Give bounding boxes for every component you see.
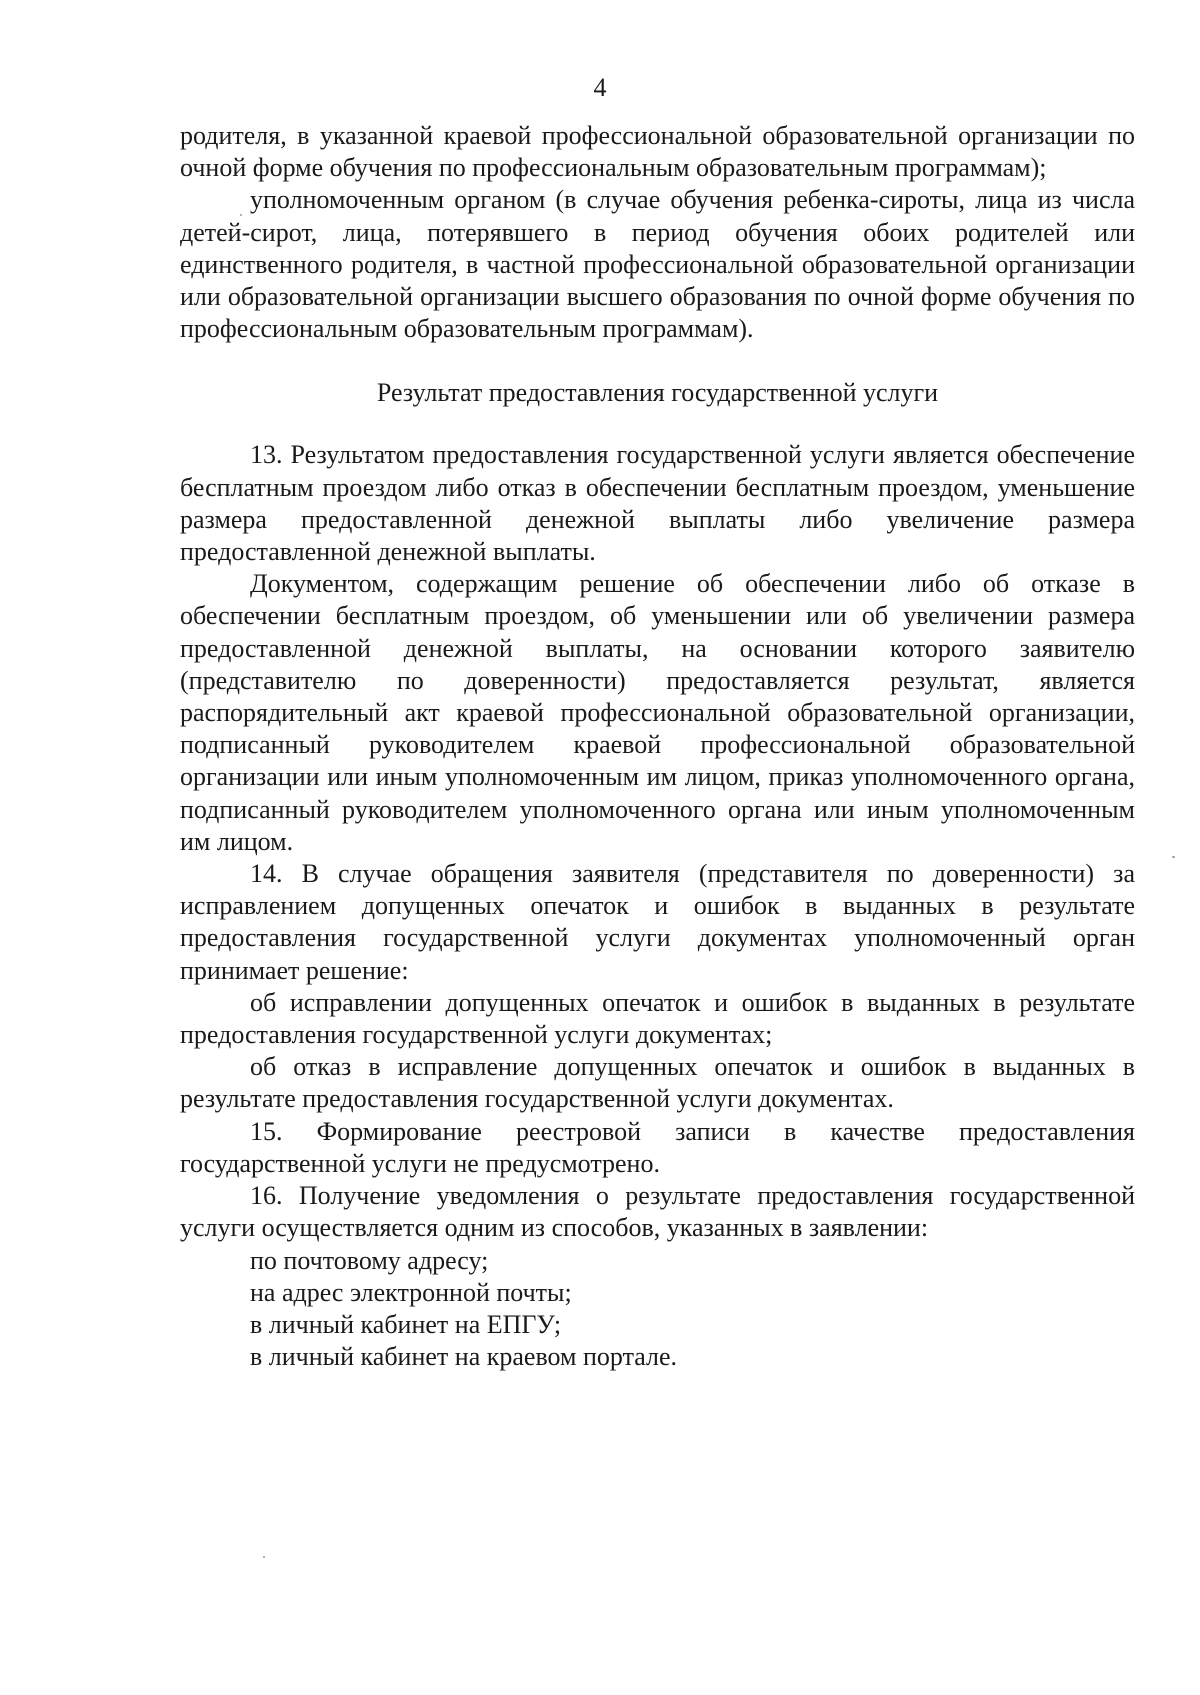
document-body xyxy=(180,120,1135,1373)
paragraph-correction-refusal: об отказ в исправление допущенных опечаток и ошибок в выданных в результате предоставления государственной услуги документах. xyxy=(180,1052,1135,1114)
paragraph-continuation: родителя, в указанной краевой профессиональной образовательной организации по очной форме обучения по профессиональным образовательным программам); xyxy=(180,121,1135,183)
scan-speck xyxy=(1172,856,1175,858)
section-heading: Результат предоставления государственной услуги xyxy=(376,378,939,408)
paragraph-15: 15. Формирование реестровой записи в качестве предоставления государственной услуги не предусмотрено. xyxy=(180,1116,1135,1178)
paragraph-13: 13. Результатом предоставления государственной услуги является обеспечение бесплатным проездом либо отказ в обеспечении бесплатным проездом, уменьшение размера предоставленной денежной выплаты либо увеличение размера предоставленной денежной выплаты. xyxy=(180,440,1135,567)
list-item: на адрес электронной почты; xyxy=(250,1277,572,1307)
paragraph-16: 16. Получение уведомления о результате предоставления государственной услуги осуществляется одним из способов, указанных в заявлении: xyxy=(180,1181,1135,1243)
list-item: по почтовому адресу; xyxy=(250,1245,489,1275)
paragraph-decision-document: Документом, содержащим решение об обеспечении либо об отказе в обеспечении бесплатным проездом, об уменьшении или об увеличении размера предоставленной денежной выплаты, на основании которого заявителю (представителю по доверенности) предоставляется результат, является распорядительный акт краевой профессиональной образовательной организации, подписанный руководителем краевой профессиональной образовательной организации или иным уполномоченным им лицом, приказ уполномоченного органа, подписанный руководителем уполномоченного органа или иным уполномоченным им лицом. xyxy=(180,569,1135,856)
scan-speck xyxy=(240,214,242,216)
paragraph-authorized-body: уполномоченным органом (в случае обучения ребенка-сироты, лица из числа детей-сирот, лица, потерявшего в период обучения обоих родителей или единственного родителя, в частной профессиональной образовательной организации или образовательной организации высшего образования по очной форме обучения по профессиональным образовательным программам). xyxy=(180,185,1135,344)
list-item: в личный кабинет на краевом портале. xyxy=(250,1342,678,1372)
list-item: в личный кабинет на ЕПГУ; xyxy=(250,1309,562,1339)
paragraph-correction-decision: об исправлении допущенных опечаток и ошибок в выданных в результате предоставления государственной услуги документах; xyxy=(180,987,1135,1050)
paragraph-14: 14. В случае обращения заявителя (представителя по доверенности) за исправлением допущенных опечаток и ошибок в выданных в результате предоставления государственной услуги документах уполномоченный орган принимает решение: xyxy=(180,859,1135,985)
scan-speck xyxy=(263,1556,265,1558)
page-number: 4 xyxy=(593,73,607,102)
